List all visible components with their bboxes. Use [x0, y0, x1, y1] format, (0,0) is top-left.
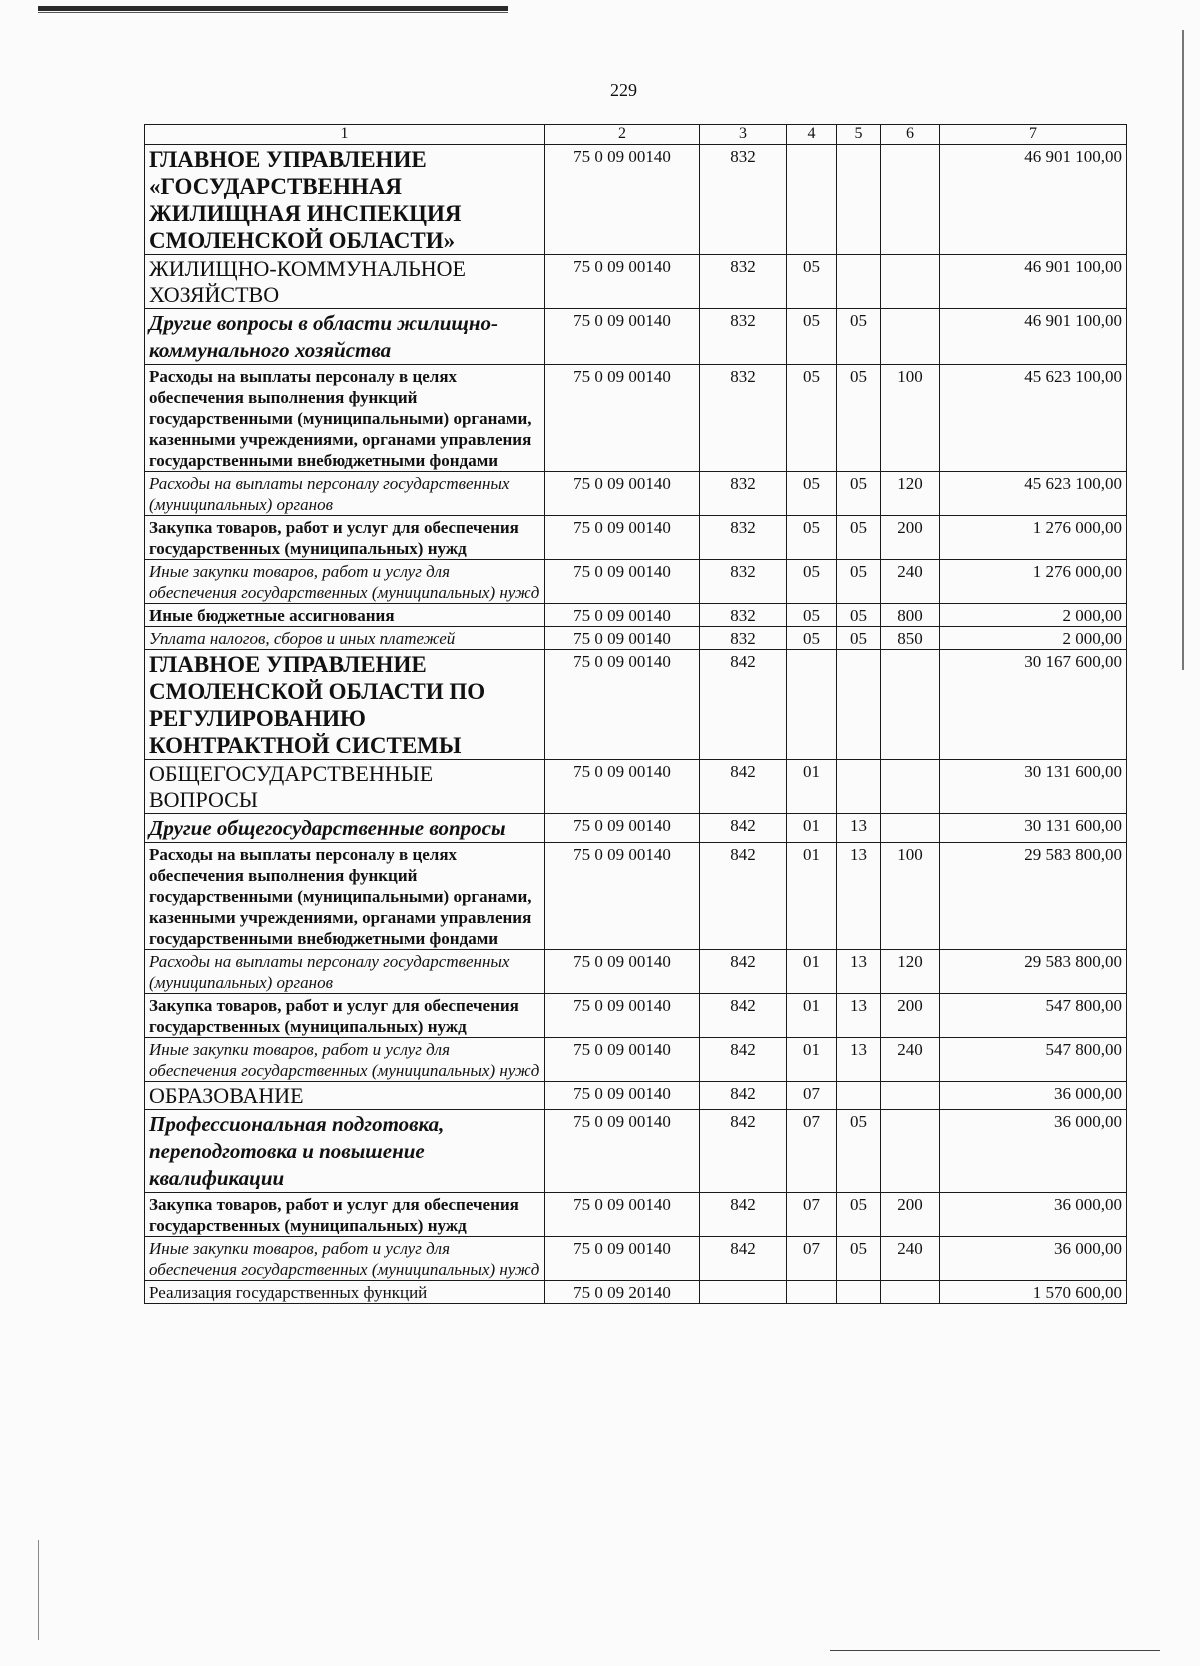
amount-value: 36 000,00	[940, 1193, 1127, 1237]
target-article-code: 75 0 09 00140	[545, 1237, 700, 1281]
table-header-row	[145, 125, 1127, 145]
header-cell: 3	[700, 125, 787, 145]
amount-value: 46 901 100,00	[940, 145, 1127, 255]
subsection-code: 05	[837, 472, 881, 516]
subsection-code	[837, 255, 881, 309]
row-name: ГЛАВНОЕ УПРАВЛЕНИЕ СМОЛЕНСКОЙ ОБЛАСТИ ПО РЕГУЛИРОВАНИЮ КОНТРАКТНОЙ СИСТЕМЫ	[145, 650, 545, 760]
ministry-code: 842	[700, 1038, 787, 1082]
target-article-code: 75 0 09 00140	[545, 994, 700, 1038]
amount-value: 1 570 600,00	[940, 1281, 1127, 1304]
target-article-code: 75 0 09 00140	[545, 1082, 700, 1110]
subsection-code: 13	[837, 950, 881, 994]
subsection-code	[837, 760, 881, 814]
ministry-code: 832	[700, 560, 787, 604]
section-code: 01	[787, 1038, 837, 1082]
expense-type-code: 800	[881, 604, 940, 627]
table-row	[145, 365, 1127, 472]
ministry-code: 832	[700, 255, 787, 309]
expense-type-code	[881, 650, 940, 760]
table-row	[145, 814, 1127, 843]
table-row	[145, 650, 1127, 760]
section-code: 05	[787, 255, 837, 309]
table-row	[145, 1281, 1127, 1304]
table-row	[145, 760, 1127, 814]
ministry-code: 842	[700, 950, 787, 994]
target-article-code: 75 0 09 00140	[545, 145, 700, 255]
subsection-code	[837, 1281, 881, 1304]
subsection-code: 05	[837, 309, 881, 365]
row-name: Иные закупки товаров, работ и услуг для обеспечения государственных (муниципальных) нужд	[145, 1237, 545, 1281]
amount-value: 46 901 100,00	[940, 255, 1127, 309]
amount-value: 547 800,00	[940, 1038, 1127, 1082]
target-article-code: 75 0 09 00140	[545, 255, 700, 309]
row-name: Расходы на выплаты персоналу государственных (муниципальных) органов	[145, 950, 545, 994]
subsection-code: 05	[837, 604, 881, 627]
expense-type-code: 120	[881, 472, 940, 516]
expense-type-code	[881, 814, 940, 843]
subsection-code: 05	[837, 1237, 881, 1281]
row-name: Реализация государственных функций	[145, 1281, 545, 1304]
row-name: Другие общегосударственные вопросы	[145, 814, 545, 843]
scan-margin-line-left	[38, 1540, 39, 1640]
ministry-code: 842	[700, 1193, 787, 1237]
header-cell: 2	[545, 125, 700, 145]
table-row	[145, 145, 1127, 255]
table-row	[145, 950, 1127, 994]
header-cell: 1	[145, 125, 545, 145]
subsection-code: 05	[837, 365, 881, 472]
ministry-code: 842	[700, 814, 787, 843]
amount-value: 1 276 000,00	[940, 560, 1127, 604]
subsection-code: 05	[837, 560, 881, 604]
expense-type-code: 100	[881, 843, 940, 950]
table-row	[145, 472, 1127, 516]
row-name: Иные закупки товаров, работ и услуг для обеспечения государственных (муниципальных) нужд	[145, 1038, 545, 1082]
expense-type-code: 240	[881, 560, 940, 604]
budget-table	[144, 124, 1127, 1304]
subsection-code: 05	[837, 516, 881, 560]
section-code: 01	[787, 994, 837, 1038]
expense-type-code: 200	[881, 516, 940, 560]
page-number: 229	[610, 80, 637, 100]
table-row	[145, 627, 1127, 650]
ministry-code	[700, 1281, 787, 1304]
amount-value: 30 131 600,00	[940, 814, 1127, 843]
row-name: Профессиональная подготовка, переподготовка и повышение квалификации	[145, 1110, 545, 1193]
ministry-code: 832	[700, 516, 787, 560]
row-name: Иные закупки товаров, работ и услуг для обеспечения государственных (муниципальных) нужд	[145, 560, 545, 604]
row-name: ГЛАВНОЕ УПРАВЛЕНИЕ «ГОСУДАРСТВЕННАЯ ЖИЛИЩНАЯ ИНСПЕКЦИЯ СМОЛЕНСКОЙ ОБЛАСТИ»	[145, 145, 545, 255]
target-article-code: 75 0 09 00140	[545, 950, 700, 994]
row-name: Расходы на выплаты персоналу в целях обеспечения выполнения функций государственными (муниципальными) органами, казенными учреждениями, органами управления государственными внебюджетными фондами	[145, 365, 545, 472]
expense-type-code	[881, 760, 940, 814]
expense-type-code: 240	[881, 1038, 940, 1082]
amount-value: 29 583 800,00	[940, 843, 1127, 950]
target-article-code: 75 0 09 00140	[545, 814, 700, 843]
header-cell: 6	[881, 125, 940, 145]
table-row	[145, 994, 1127, 1038]
table-row	[145, 516, 1127, 560]
section-code: 05	[787, 472, 837, 516]
target-article-code: 75 0 09 00140	[545, 650, 700, 760]
subsection-code: 13	[837, 814, 881, 843]
expense-type-code	[881, 1281, 940, 1304]
subsection-code: 13	[837, 843, 881, 950]
subsection-code: 05	[837, 1110, 881, 1193]
subsection-code: 13	[837, 994, 881, 1038]
table-row	[145, 1110, 1127, 1193]
amount-value: 547 800,00	[940, 994, 1127, 1038]
expense-type-code: 120	[881, 950, 940, 994]
row-name: Иные бюджетные ассигнования	[145, 604, 545, 627]
row-name: ЖИЛИЩНО-КОММУНАЛЬНОЕ ХОЗЯЙСТВО	[145, 255, 545, 309]
section-code	[787, 650, 837, 760]
amount-value: 36 000,00	[940, 1237, 1127, 1281]
ministry-code: 842	[700, 1110, 787, 1193]
amount-value: 36 000,00	[940, 1082, 1127, 1110]
amount-value: 30 131 600,00	[940, 760, 1127, 814]
scan-bottom-line	[830, 1650, 1160, 1651]
section-code: 01	[787, 843, 837, 950]
amount-value: 2 000,00	[940, 604, 1127, 627]
amount-value: 36 000,00	[940, 1110, 1127, 1193]
target-article-code: 75 0 09 00140	[545, 1038, 700, 1082]
subsection-code: 13	[837, 1038, 881, 1082]
ministry-code: 832	[700, 472, 787, 516]
expense-type-code	[881, 1110, 940, 1193]
target-article-code: 75 0 09 00140	[545, 627, 700, 650]
section-code: 07	[787, 1082, 837, 1110]
target-article-code: 75 0 09 00140	[545, 365, 700, 472]
ministry-code: 832	[700, 627, 787, 650]
expense-type-code	[881, 145, 940, 255]
expense-type-code: 240	[881, 1237, 940, 1281]
section-code: 07	[787, 1110, 837, 1193]
amount-value: 30 167 600,00	[940, 650, 1127, 760]
section-code: 07	[787, 1193, 837, 1237]
row-name: Закупка товаров, работ и услуг для обеспечения государственных (муниципальных) нужд	[145, 1193, 545, 1237]
row-name: Уплата налогов, сборов и иных платежей	[145, 627, 545, 650]
expense-type-code	[881, 1082, 940, 1110]
table-row	[145, 309, 1127, 365]
ministry-code: 832	[700, 604, 787, 627]
row-name: Другие вопросы в области жилищно-коммунального хозяйства	[145, 309, 545, 365]
section-code: 01	[787, 950, 837, 994]
section-code: 05	[787, 560, 837, 604]
ministry-code: 842	[700, 994, 787, 1038]
subsection-code	[837, 1082, 881, 1110]
section-code: 05	[787, 627, 837, 650]
section-code	[787, 145, 837, 255]
expense-type-code: 100	[881, 365, 940, 472]
row-name: Расходы на выплаты персоналу в целях обеспечения выполнения функций государственными (муниципальными) органами, казенными учреждениями, органами управления государственными внебюджетными фондами	[145, 843, 545, 950]
section-code: 07	[787, 1237, 837, 1281]
ministry-code: 832	[700, 365, 787, 472]
expense-type-code: 200	[881, 994, 940, 1038]
subsection-code	[837, 650, 881, 760]
target-article-code: 75 0 09 00140	[545, 1193, 700, 1237]
target-article-code: 75 0 09 00140	[545, 843, 700, 950]
target-article-code: 75 0 09 00140	[545, 516, 700, 560]
header-cell: 5	[837, 125, 881, 145]
row-name: ОБЩЕГОСУДАРСТВЕННЫЕ ВОПРОСЫ	[145, 760, 545, 814]
table-row	[145, 1193, 1127, 1237]
header-cell: 7	[940, 125, 1127, 145]
ministry-code: 842	[700, 650, 787, 760]
scan-edge-bar	[38, 6, 508, 11]
table-row	[145, 843, 1127, 950]
target-article-code: 75 0 09 00140	[545, 309, 700, 365]
target-article-code: 75 0 09 00140	[545, 560, 700, 604]
subsection-code	[837, 145, 881, 255]
section-code: 05	[787, 604, 837, 627]
ministry-code: 832	[700, 309, 787, 365]
table-row	[145, 560, 1127, 604]
target-article-code: 75 0 09 20140	[545, 1281, 700, 1304]
expense-type-code: 200	[881, 1193, 940, 1237]
row-name: ОБРАЗОВАНИЕ	[145, 1082, 545, 1110]
target-article-code: 75 0 09 00140	[545, 1110, 700, 1193]
row-name: Закупка товаров, работ и услуг для обеспечения государственных (муниципальных) нужд	[145, 516, 545, 560]
amount-value: 2 000,00	[940, 627, 1127, 650]
ministry-code: 842	[700, 1237, 787, 1281]
table-row	[145, 1237, 1127, 1281]
header-cell: 4	[787, 125, 837, 145]
amount-value: 29 583 800,00	[940, 950, 1127, 994]
section-code	[787, 1281, 837, 1304]
ministry-code: 842	[700, 1082, 787, 1110]
section-code: 01	[787, 760, 837, 814]
target-article-code: 75 0 09 00140	[545, 472, 700, 516]
subsection-code: 05	[837, 1193, 881, 1237]
expense-type-code	[881, 255, 940, 309]
subsection-code: 05	[837, 627, 881, 650]
expense-type-code: 850	[881, 627, 940, 650]
section-code: 01	[787, 814, 837, 843]
amount-value: 45 623 100,00	[940, 365, 1127, 472]
section-code: 05	[787, 365, 837, 472]
table-row	[145, 255, 1127, 309]
scan-edge-line	[38, 12, 508, 13]
ministry-code: 832	[700, 145, 787, 255]
expense-type-code	[881, 309, 940, 365]
ministry-code: 842	[700, 760, 787, 814]
section-code: 05	[787, 516, 837, 560]
table-row	[145, 1038, 1127, 1082]
ministry-code: 842	[700, 843, 787, 950]
row-name: Закупка товаров, работ и услуг для обеспечения государственных (муниципальных) нужд	[145, 994, 545, 1038]
table-row	[145, 1082, 1127, 1110]
scan-margin-line	[1182, 30, 1184, 670]
table-row	[145, 604, 1127, 627]
row-name: Расходы на выплаты персоналу государственных (муниципальных) органов	[145, 472, 545, 516]
section-code: 05	[787, 309, 837, 365]
target-article-code: 75 0 09 00140	[545, 760, 700, 814]
amount-value: 1 276 000,00	[940, 516, 1127, 560]
amount-value: 46 901 100,00	[940, 309, 1127, 365]
amount-value: 45 623 100,00	[940, 472, 1127, 516]
target-article-code: 75 0 09 00140	[545, 604, 700, 627]
